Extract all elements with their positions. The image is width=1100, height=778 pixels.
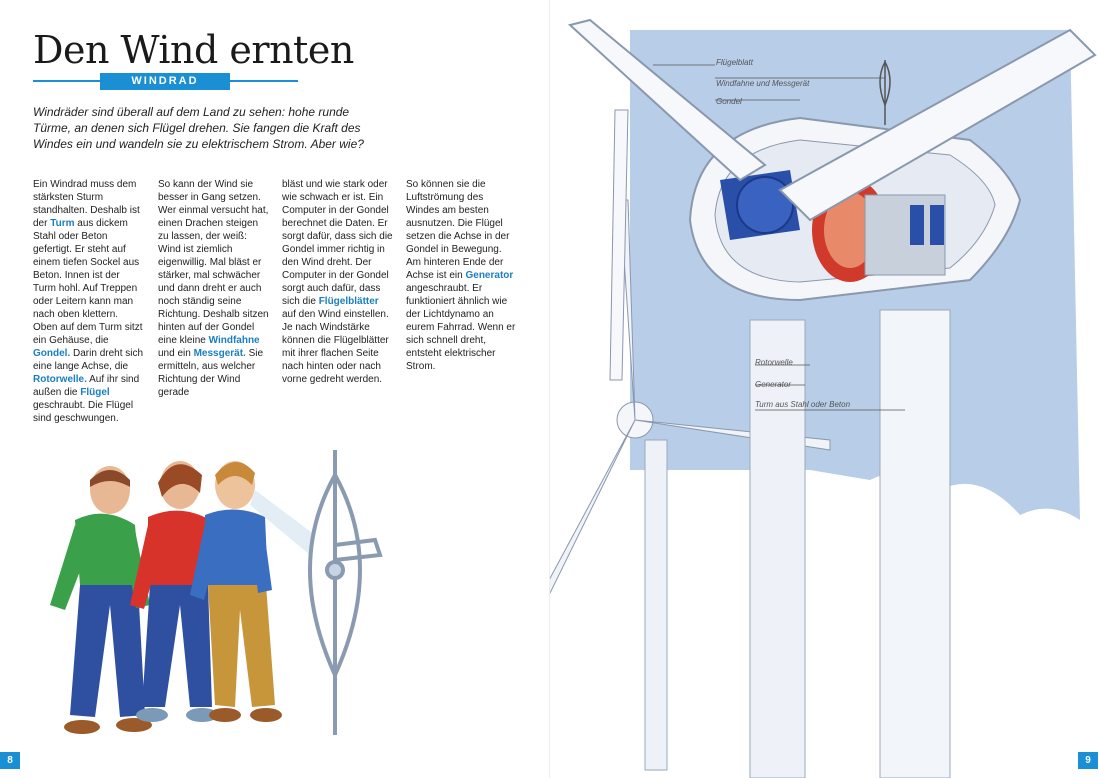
children-blowing-illustration (30, 445, 400, 745)
keyword-windfahne: Windfahne (208, 335, 260, 346)
text: geschraubt. Die Flügel sind geschwungen. (33, 400, 134, 424)
callout-fluegelblatt: Flügelblatt (716, 58, 753, 67)
text: Darin dreht sich eine lange Achse, die (33, 348, 144, 372)
text-column-2 (158, 178, 270, 399)
text-column-4 (406, 178, 518, 373)
keyword-messgeraet: Messgerät. (193, 348, 246, 359)
intro-text: Windräder sind überall auf dem Land zu sehen: hohe runde Türme, an denen sich Flügel drehen. Sie fangen die Kraft des Windes ein und wandeln sie zu elektrischem Strom. Aber wie? (33, 105, 364, 151)
keyword-fluegelblaetter: Flügelblätter (318, 296, 379, 307)
callout-turm: Turm aus Stahl oder Beton (755, 400, 851, 409)
wind-model (310, 450, 380, 735)
right-page (550, 0, 1100, 778)
keyword-fluegel: Flügel (80, 387, 110, 398)
text-column-3 (282, 178, 394, 386)
text: Ein Windrad muss dem stärksten Sturm standhalten. Deshalb ist der (33, 179, 140, 229)
section-label: WINDRAD (100, 73, 230, 90)
page-number-right: 9 (1078, 752, 1098, 769)
keyword-rotorwelle: Rotorwelle. (33, 374, 87, 385)
keyword-gondel: Gondel. (33, 348, 71, 359)
text: So kann der Wind sie besser in Gang setzen. Wer einmal versucht hat, einen Drachen steigen zu lassen, der weiß: Wind ist ziemlich eigenwillig. Mal bläst er stärker, mal schwächer und dann dreht er auch noch ständig seine Richtung. Deshalb sitzen hinten auf der Gondel eine kleine (158, 179, 269, 346)
text: So können sie die Luftströmung des Windes am besten ausnutzen. Die Flügel setzen die Achse in der Gondel in Bewegung. Am hinteren Ende der Achse ist ein (406, 179, 510, 281)
text: angeschraubt. Er funktioniert ähnlich wie der Lichtdynamo an eurem Fahrrad. Wenn er sich schnell dreht, entsteht elektrischer Strom. (406, 283, 516, 372)
page-number-left: 8 (0, 752, 20, 769)
callout-gondel: Gondel (716, 97, 742, 106)
hub (737, 177, 793, 233)
callout-generator: Generator (755, 380, 792, 389)
text: Sie ermitteln, aus welcher Richtung der Wind gerade (158, 348, 264, 398)
callout-windfahne: Windfahne und Messgerät (716, 79, 810, 88)
text: auf den Wind einstellen. Je nach Windstärke können die Flügelblätter mit ihrer flachen Seite nach hinten oder nach vorne gedreht werden. (282, 309, 389, 385)
text-column-1 (33, 178, 145, 425)
blade-left (610, 110, 628, 380)
text: und ein (158, 348, 194, 359)
callout-rotorwelle: Rotorwelle (755, 358, 793, 367)
page-title: Den Wind ernten (33, 28, 354, 72)
text: bläst und wie stark oder wie schwach er ist. Ein Computer in der Gondel berechnet die Daten. Er sorgt dafür, dass sich die Gondel immer richtig in den Wind dreht. Der Computer in der Gondel sorgt auch dafür, dass sich die (282, 179, 393, 307)
keyword-turm: Turm (50, 218, 75, 229)
second-tower (880, 310, 950, 778)
text: Auf ihr sind außen die (33, 374, 140, 398)
keyword-generator: Generator (465, 270, 514, 281)
wind-turbine-illustration (550, 0, 1100, 778)
text: aus dickem Stahl oder Beton gefertigt. Er steht auf einem tiefen Sockel aus Beton. Innen ist der Turm hohl. Auf Treppen oder Leitern kann man nach oben klettern. Oben auf dem Turm sitzt ein Gehäuse, die (33, 218, 143, 346)
